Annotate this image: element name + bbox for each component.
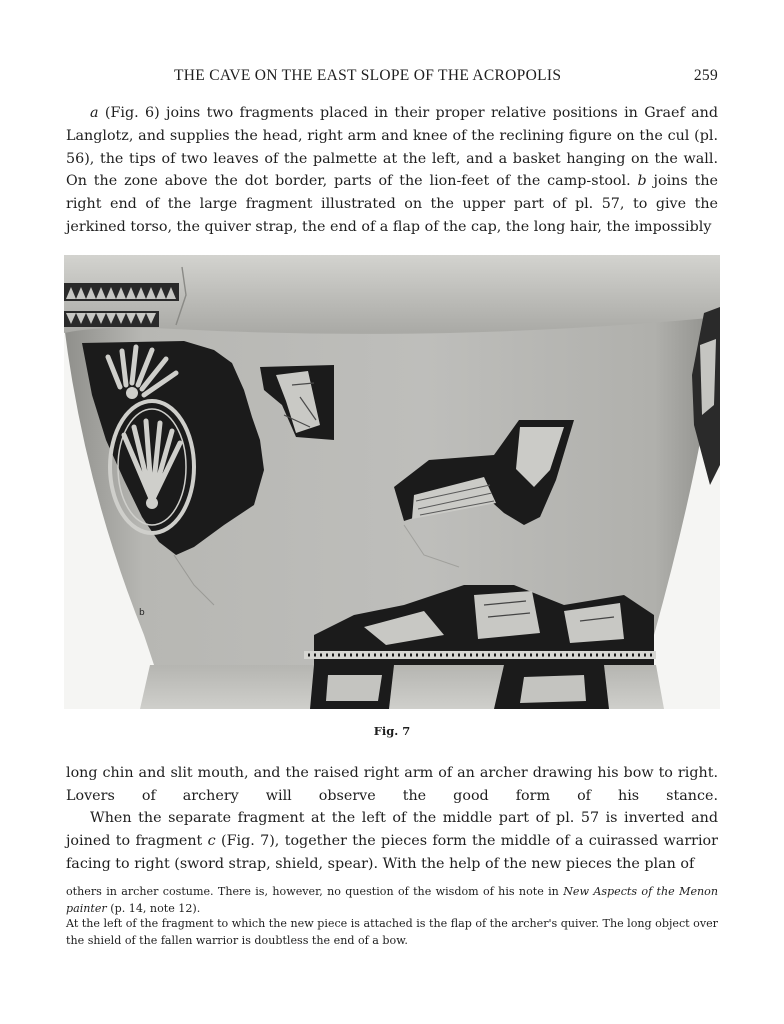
- paragraph-warrior-text-2: (Fig. 7), together the pieces form the middle of a cuirassed warrior facing to right (sword strap, shield, spear). With the help of the new pieces the plan of: [66, 832, 719, 872]
- paragraph-top-text-2: joins the right end of the large fragment illustrated on the upper part of pl. 57, to give the jerkined torso, the quiver strap, the end of a flap of the cap, the long hair, the impossibly: [66, 173, 718, 235]
- fragment-letter-b: b: [139, 608, 145, 618]
- running-title: THE CAVE ON THE EAST SLOPE OF THE ACROPOLIS: [174, 67, 562, 84]
- fragment-c-label: c: [207, 832, 216, 849]
- running-header: [66, 67, 718, 89]
- fragment-b-label: b: [637, 173, 647, 190]
- paragraph-warrior: [66, 807, 718, 875]
- paragraph-top: [66, 102, 718, 239]
- paragraph-warrior-text-1: When the separate fragment at the left of the middle part of pl. 57 is inverted and joined to fragment: [66, 810, 718, 849]
- figure-photo: [64, 255, 720, 709]
- page-number: 259: [693, 67, 718, 84]
- paragraph-archer: long chin and slit mouth, and the raised right arm of an archer drawing his bow to right. Lovers of archery will observe the good form of his stance.: [66, 765, 718, 804]
- figure-caption: Fig. 7: [373, 724, 411, 738]
- footnote-1: [66, 884, 718, 917]
- vase-photo: [64, 255, 720, 709]
- footnote-2: [66, 916, 718, 949]
- footnote-2-text: At the left of the fragment to which the new piece is attached is the flap of the archer's quiver. The long object over the shield of the fallen warrior is doubtless the end of a bow.: [66, 917, 718, 947]
- footnote-1-text-2: (p. 14, note 12).: [106, 901, 201, 915]
- fragment-a-label: a: [90, 105, 99, 121]
- paragraph-top-text-1: (Fig. 6) joins two fragments placed in their proper relative positions in Graef and Langlotz, and supplies the head, right arm and knee of the reclining figure on the cul (pl. 56), the tips of two leaves of the palmette at the left, and a basket hanging on the wall. On the zone above the dot border, parts of the lion-feet of the camp-stool.: [66, 105, 718, 190]
- footnote-1-text-1: others in archer costume. There is, however, no question of the wisdom of his note in: [66, 885, 564, 898]
- footnote-1-title: New Aspects of the Menon painter: [66, 885, 718, 915]
